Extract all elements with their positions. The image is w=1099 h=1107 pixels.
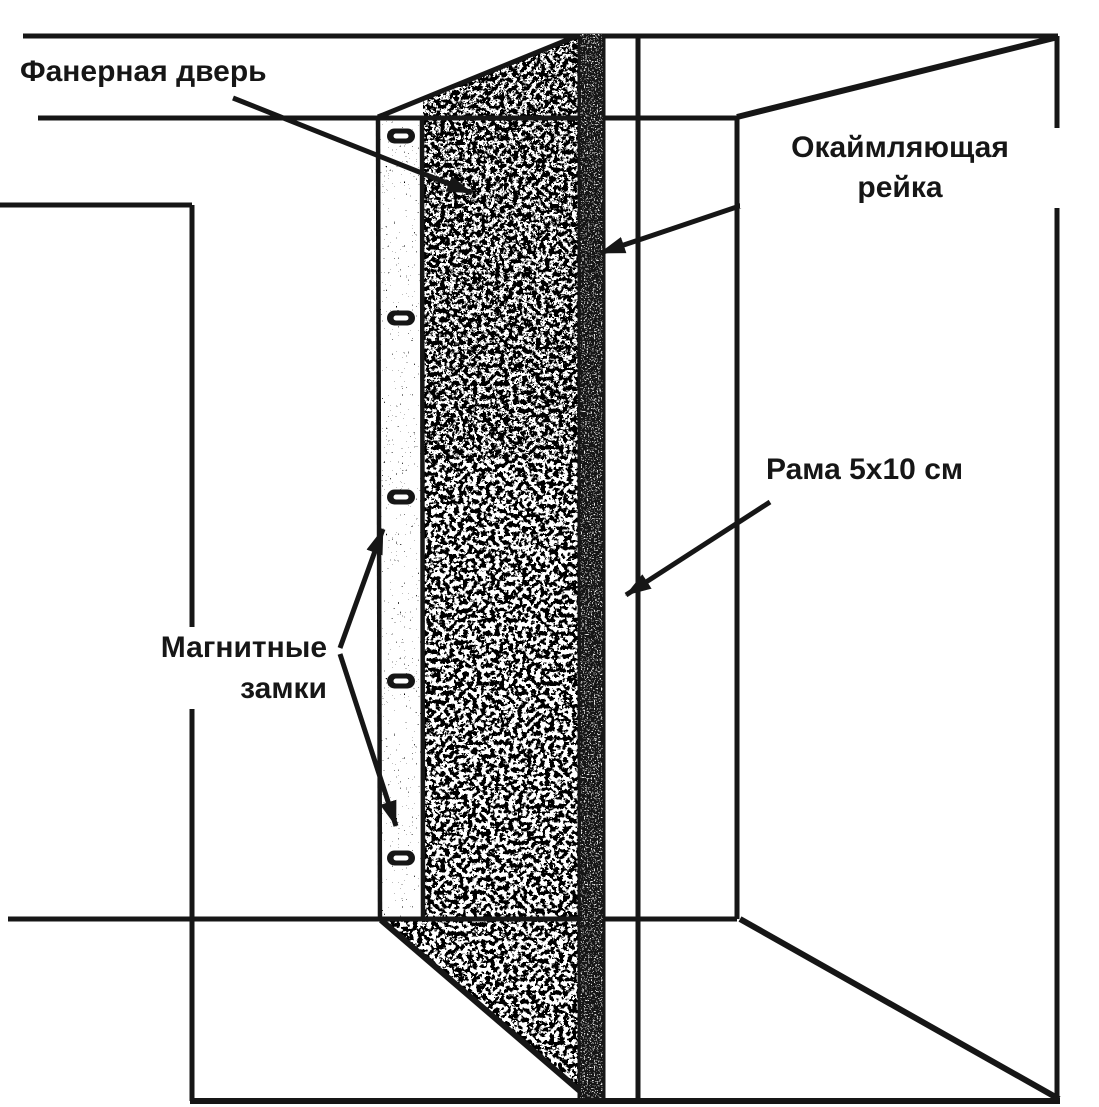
label-frame: Рама 5х10 см xyxy=(766,453,964,486)
edging-rail-texture xyxy=(578,34,605,1098)
door-panel xyxy=(378,36,588,1098)
label-plywood-door: Фанерная дверь xyxy=(20,55,267,88)
edging-rail xyxy=(578,34,605,1098)
door-edge-strip-divider-line xyxy=(422,118,423,919)
ceiling-corner-diagonal xyxy=(737,37,1058,117)
label-edging-rail-line1: Окаймляющая xyxy=(791,131,1009,164)
frame-arrow xyxy=(626,502,770,595)
magnetic-lock xyxy=(387,674,415,689)
magnetic-locks-arrow-upper xyxy=(340,529,383,648)
magnetic-lock xyxy=(387,851,415,866)
label-edging-rail-line2: рейка xyxy=(857,171,943,204)
door-free-edge-line xyxy=(378,117,380,919)
label-magnetic-locks-line2: замки xyxy=(240,672,327,705)
magnetic-lock xyxy=(387,129,415,144)
floor-corner-diagonal xyxy=(740,919,1059,1099)
label-magnetic-locks xyxy=(120,627,327,709)
door-face-texture-upper xyxy=(423,36,578,460)
label-magnetic-locks-line1: Магнитные xyxy=(160,631,327,664)
magnetic-lock xyxy=(387,490,415,505)
label-edging-rail xyxy=(740,128,1060,208)
magnetic-lock xyxy=(387,311,415,326)
